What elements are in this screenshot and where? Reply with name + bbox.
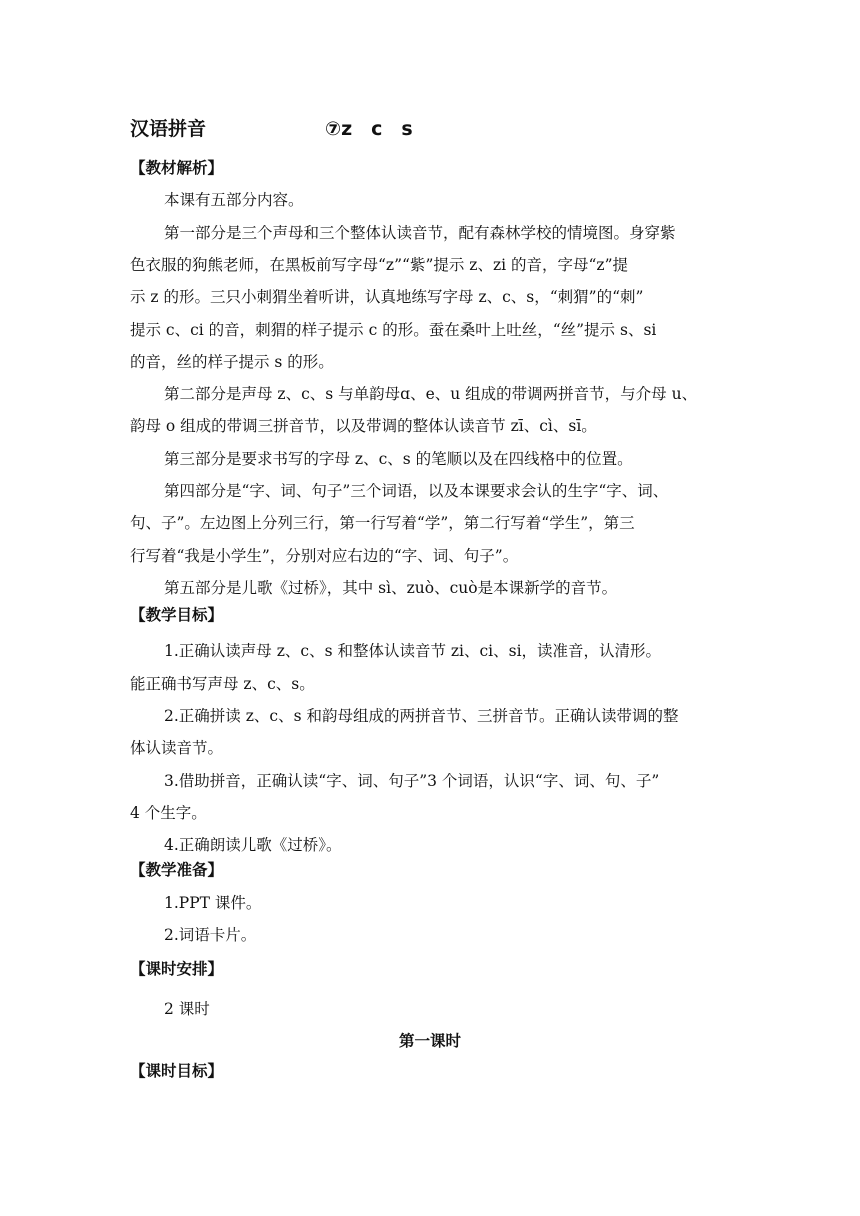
lesson-title: 汉语拼音	[130, 118, 207, 140]
period-heading: 第一课时	[398, 1032, 461, 1050]
preparation-item: 2.词语卡片。	[164, 926, 257, 944]
goal-line: 3.借助拼音，正确认读“字、词、句子”3 个词语，认识“字、词、句、子”	[164, 772, 660, 790]
paragraph-line: 示 z 的形。三只小刺猬坐着听讲，认真地练写字母 z、c、s，“刺猬”的“刺”	[130, 288, 644, 306]
paragraph-line: 句、子”。左边图上分列三行，第一行写着“学”，第二行写着“学生”，第三	[130, 514, 635, 532]
schedule-value: 2 课时	[164, 1000, 210, 1018]
section-heading-analysis: 【教材解析】	[130, 159, 224, 177]
paragraph-line: 第一部分是三个声母和三个整体认读音节，配有森林学校的情境图。身穿紫	[164, 224, 676, 242]
paragraph-line: 的音，丝的样子提示 s 的形。	[130, 353, 334, 371]
lesson-letters: ⑦z c s	[325, 118, 413, 140]
goal-line: 能正确书写声母 z、c、s。	[130, 675, 315, 693]
paragraph-line: 色衣服的狗熊老师，在黑板前写字母“z”“紫”提示 z、zi 的音，字母“z”提	[130, 256, 629, 274]
goal-line: 2.正确拼读 z、c、s 和韵母组成的两拼音节、三拼音节。正确认读带调的整	[164, 707, 679, 725]
paragraph-line: 提示 c、ci 的音，刺猬的样子提示 c 的形。蚕在桑叶上吐丝，“丝”提示 s、si	[130, 321, 657, 339]
paragraph-line: 第三部分是要求书写的字母 z、c、s 的笔顺以及在四线格中的位置。	[164, 450, 633, 468]
paragraph-line: 行写着“我是小学生”，分别对应右边的“字、词、句子”。	[130, 547, 519, 565]
section-heading-period-goals: 【课时目标】	[130, 1062, 224, 1080]
goal-line: 1.正确认读声母 z、c、s 和整体认读音节 zi、ci、si，读准音，认清形。	[164, 642, 662, 660]
goal-line: 4 个生字。	[130, 804, 207, 822]
section-heading-preparation: 【教学准备】	[130, 861, 224, 879]
paragraph-line: 第二部分是声母 z、c、s 与单韵母ɑ、e、u 组成的带调两拼音节，与介母 u、	[164, 385, 698, 403]
goal-line: 体认读音节。	[130, 739, 224, 757]
section-heading-schedule: 【课时安排】	[130, 960, 224, 978]
section-heading-goals: 【教学目标】	[130, 606, 224, 624]
preparation-item: 1.PPT 课件。	[164, 894, 262, 912]
goal-line: 4.正确朗读儿歌《过桥》。	[164, 836, 342, 854]
paragraph-line: 韵母 o 组成的带调三拼音节，以及带调的整体认读音节 zī、cì、sī。	[130, 417, 597, 435]
paragraph-line: 第四部分是“字、词、句子”三个词语，以及本课要求会认的生字“字、词、	[164, 482, 669, 500]
paragraph-line: 本课有五部分内容。	[164, 191, 304, 209]
paragraph-line: 第五部分是儿歌《过桥》，其中 sì、zuò、cuò是本课新学的音节。	[164, 579, 618, 597]
